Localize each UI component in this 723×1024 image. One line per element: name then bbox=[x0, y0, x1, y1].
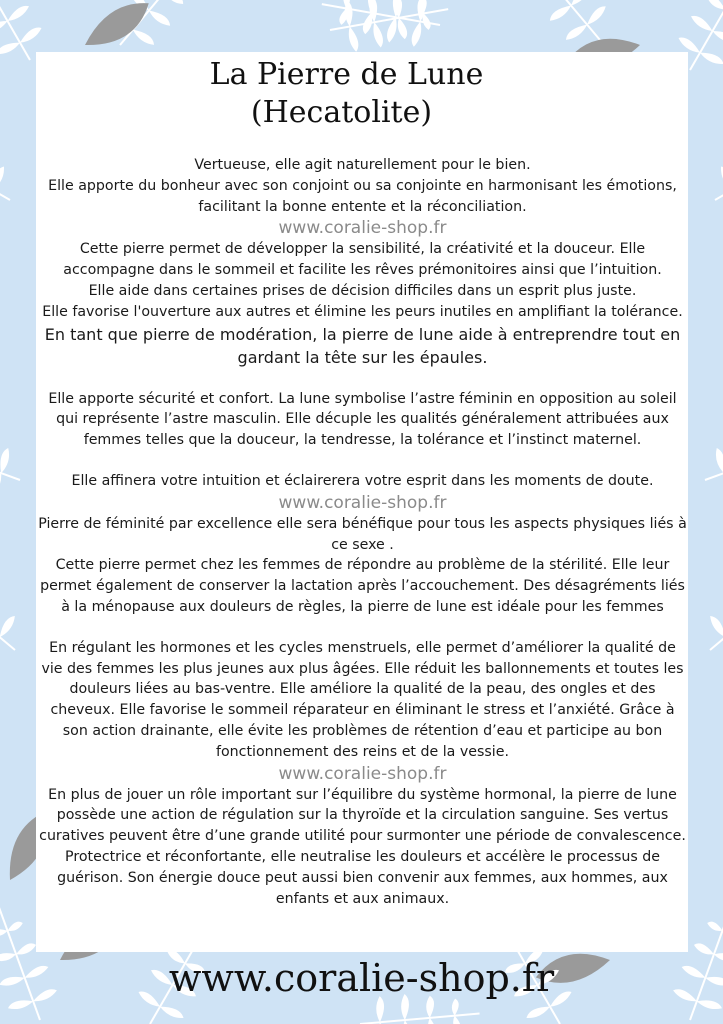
title-line-1: La Pierre de Lune bbox=[209, 57, 484, 92]
article-body bbox=[38, 155, 687, 909]
paragraph: Elle apporte du bonheur avec son conjoint ou sa conjointe en harmonisant les émotions, facilitant la bonne entente et la réconciliation. bbox=[48, 177, 677, 215]
paragraph: En plus de jouer un rôle important sur l’équilibre du système hormonal, la pierre de lune possède une action de régulation sur la thyroïde et la circulation sanguine. Ses vertus curatives peuvent être d’une grande utilité pour surmonter une période de convalescence. Protectrice et réconfortante, elle neutralise les douleurs et accélère le processus de guérison. Son énergie douce peut aussi bien convenir aux femmes, aux hommes, aux enfants et aux animaux. bbox=[39, 786, 686, 907]
page-title bbox=[0, 56, 723, 132]
paragraph: En tant que pierre de modération, la pierre de lune aide à entreprendre tout en gardant la tête sur les épaules. bbox=[44, 324, 681, 367]
watermark-link: www.coralie-shop.fr bbox=[278, 763, 447, 784]
title-line-2: (Hecatolite) bbox=[250, 95, 433, 130]
paragraph: Elle favorise l'ouverture aux autres et élimine les peurs inutiles en amplifiant la tolérance. bbox=[42, 303, 683, 320]
paragraph: Elle affinera votre intuition et éclairerera votre esprit dans les moments de doute. bbox=[71, 472, 654, 489]
paragraph: Cette pierre permet chez les femmes de répondre au problème de la stérilité. Elle leur permet également de conserver la lactation après l’accouchement. Des désagréments liés à la ménopause aux douleurs de règles, la pierre de lune est idéale pour les femmes bbox=[40, 557, 685, 615]
watermark-link: www.coralie-shop.fr bbox=[278, 492, 447, 513]
watermark-link: www.coralie-shop.fr bbox=[278, 218, 447, 239]
paragraph: Vertueuse, elle agit naturellement pour le bien. bbox=[194, 157, 531, 173]
paragraph: En régulant les hormones et les cycles menstruels, elle permet d’améliorer la qualité de vie des femmes les plus jeunes aux plus âgées. Elle réduit les ballonnements et toutes les douleurs liées au bas-ventre. Elle améliore la qualité de la peau, des ongles et des cheveux. Elle favorise le sommeil réparateur en éliminant le stress et l’anxiété. Grâce à son action drainante, elle évite les problèmes de rétention d’eau et participe au bon fonctionnement des reins et de la vessie. bbox=[41, 639, 684, 760]
paragraph: Pierre de féminité par excellence elle sera bénéfique pour tous les aspects physiques liés à ce sexe . bbox=[38, 515, 687, 553]
paragraph: Cette pierre permet de développer la sensibilité, la créativité et la douceur. Elle accompagne dans le sommeil et facilite les rêves prémonitoires ainsi que l’intuition. bbox=[63, 241, 662, 279]
footer-site-url[interactable]: www.coralie-shop.fr bbox=[168, 956, 555, 1000]
paragraph: Elle aide dans certaines prises de décision difficiles dans un esprit plus juste. bbox=[88, 282, 637, 299]
paragraph: Elle apporte sécurité et confort. La lune symbolise l’astre féminin en opposition au soleil qui représente l’astre masculin. Elle décuple les qualités généralement attribuées aux femmes telles que la douceur, la tendresse, la tolérance et l’instinct maternel. bbox=[48, 390, 677, 449]
